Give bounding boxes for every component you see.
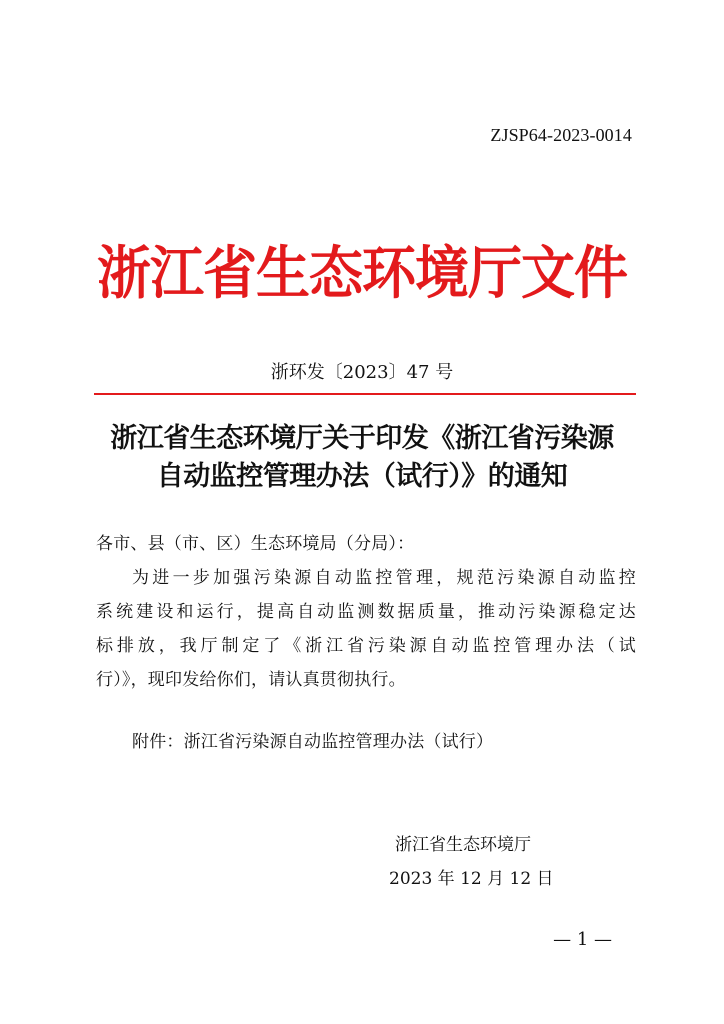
document-header: 浙江省生态环境厅文件 — [97, 238, 627, 307]
body-paragraph — [96, 561, 636, 697]
body-line-4: 行）》，现印发给你们，请认真贯彻执行。 — [96, 670, 406, 690]
attachment-line: 附件：浙江省污染源自动监控管理办法（试行） — [132, 732, 494, 752]
document-body — [96, 527, 636, 697]
salutation: 各市、县（市、区）生态环境局（分局）： — [96, 534, 415, 554]
issue-date: 2023 年 12 月 12 日 — [389, 869, 554, 889]
signature-block — [389, 828, 554, 896]
page-number: — 1 — — [553, 929, 612, 950]
red-divider — [94, 393, 636, 395]
document-title — [82, 420, 642, 496]
body-line-3: 标排放，我厅制定了《浙江省污染源自动监控管理办法（试 — [96, 636, 636, 656]
title-line-1: 浙江省生态环境厅关于印发《浙江省污染源 — [110, 423, 614, 454]
body-line-2: 系统建设和运行，提高自动监测数据质量，推动污染源稳定达 — [96, 602, 636, 622]
issuer-name: 浙江省生态环境厅 — [395, 835, 531, 855]
title-line-2: 自动监控管理办法（试行）》的通知 — [156, 461, 568, 492]
document-code: ZJSP64-2023-0014 — [490, 125, 632, 145]
body-line-1: 为进一步加强污染源自动监控管理，规范污染源自动监控 — [132, 568, 636, 588]
document-number: 浙环发〔2023〕47 号 — [270, 362, 454, 383]
